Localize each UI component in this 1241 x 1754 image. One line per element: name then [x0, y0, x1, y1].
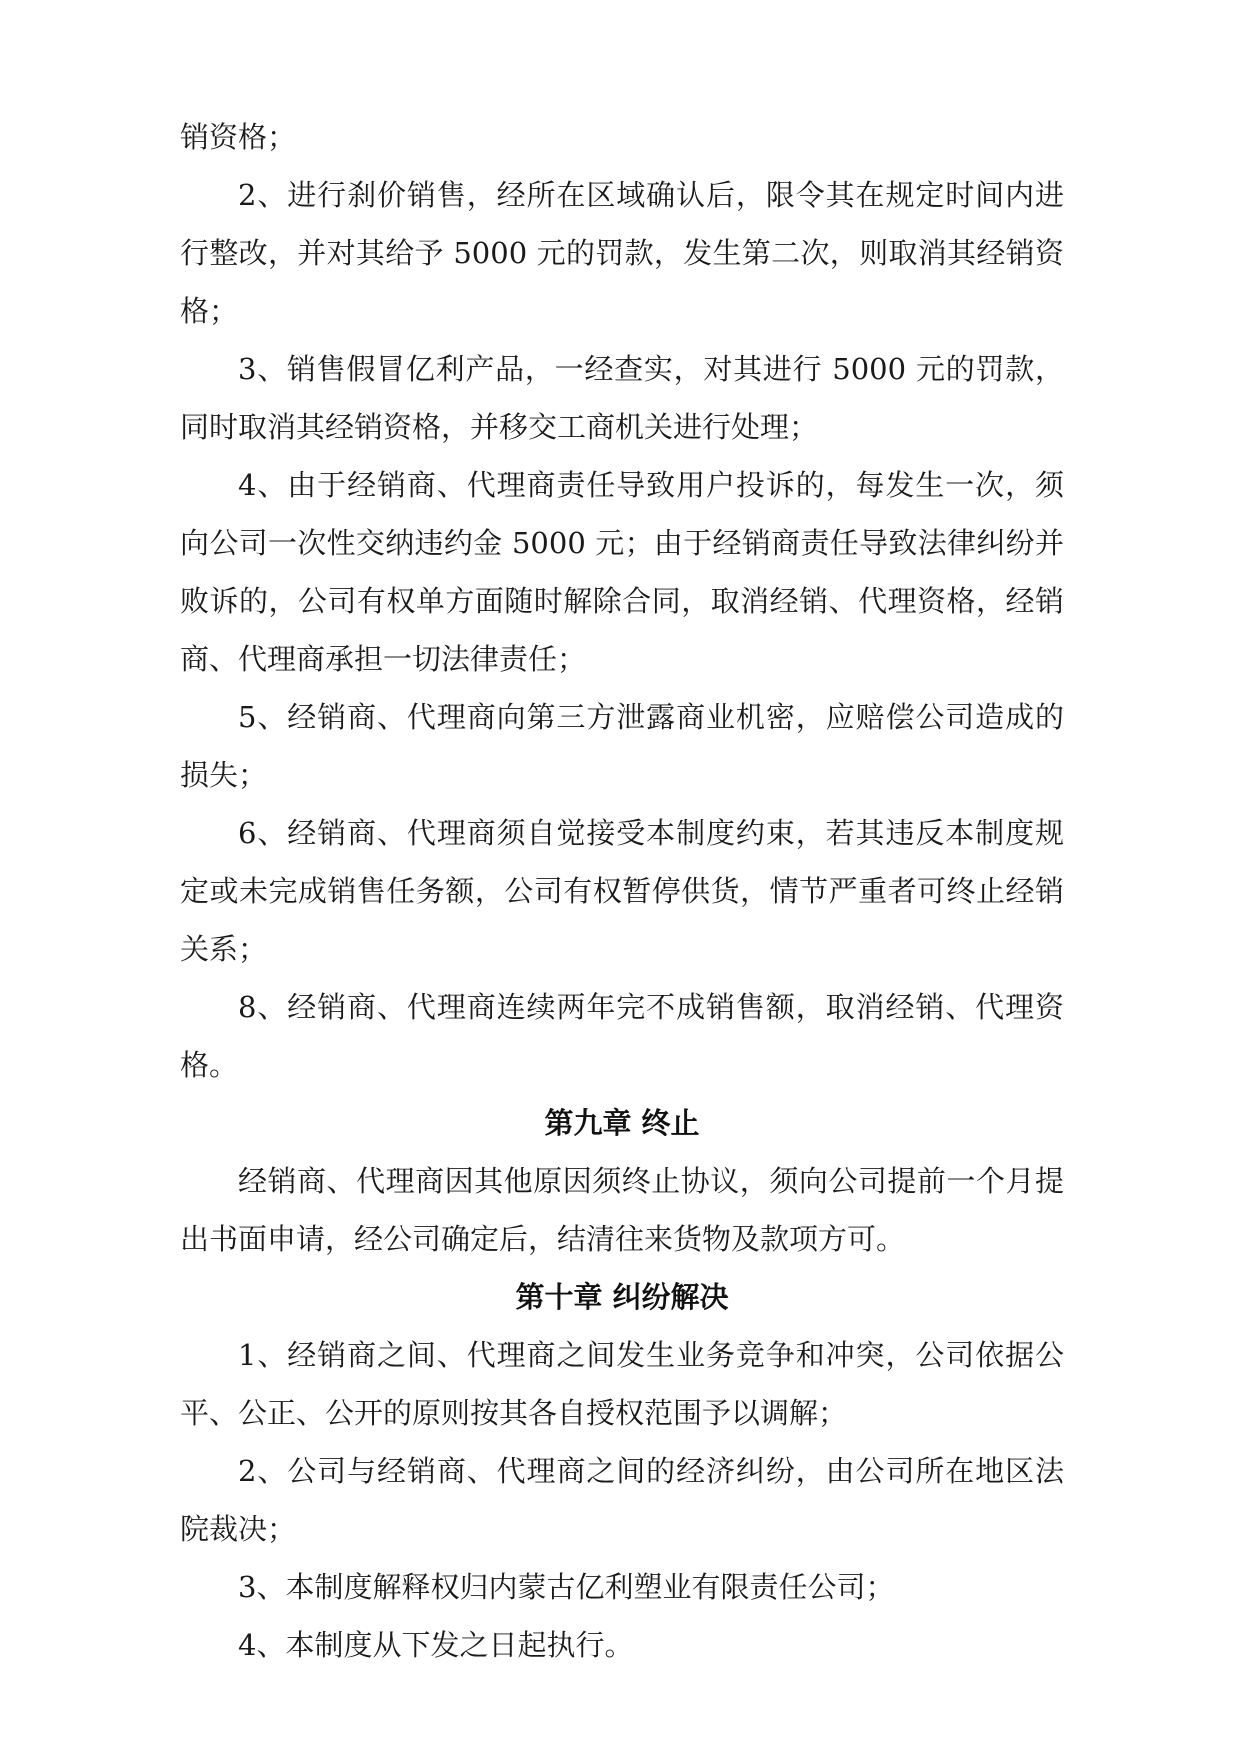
paragraph-clause-3: 3、销售假冒亿利产品，一经查实，对其进行 5000 元的罚款，同时取消其经销资格，并移交工商机关进行处理； — [180, 352, 1064, 444]
paragraph-continuation: 销资格； — [180, 120, 297, 154]
paragraph-termination: 经销商、代理商因其他原因须终止协议，须向公司提前一个月提出书面申请，经公司确定后，结清往来货物及款项方可。 — [180, 1164, 1064, 1256]
paragraph-clause-5: 5、经销商、代理商向第三方泄露商业机密，应赔偿公司造成的损失； — [180, 700, 1064, 792]
chapter-10-heading: 第十章 纠纷解决 — [515, 1280, 729, 1314]
paragraph-clause-6: 6、经销商、代理商须自觉接受本制度约束，若其违反本制度规定或未完成销售任务额，公司有权暂停供货，情节严重者可终止经销关系； — [180, 816, 1064, 966]
document-body — [180, 108, 1064, 1674]
paragraph-dispute-4: 4、本制度从下发之日起执行。 — [238, 1628, 634, 1662]
paragraph-clause-8: 8、经销商、代理商连续两年完不成销售额，取消经销、代理资格。 — [180, 990, 1064, 1082]
paragraph-clause-4: 4、由于经销商、代理商责任导致用户投诉的，每发生一次，须向公司一次性交纳违约金 5000 元；由于经销商责任导致法律纠纷并败诉的，公司有权单方面随时解除合同，取消经销、代理资格，经销商、代理商承担一切法律责任； — [180, 468, 1064, 676]
paragraph-dispute-1: 1、经销商之间、代理商之间发生业务竞争和冲突，公司依据公平、公正、公开的原则按其各自授权范围予以调解； — [180, 1338, 1064, 1430]
chapter-9-heading: 第九章 终止 — [544, 1106, 700, 1140]
paragraph-dispute-2: 2、公司与经销商、代理商之间的经济纠纷，由公司所在地区法院裁决； — [180, 1454, 1064, 1546]
paragraph-clause-2: 2、进行刹价销售，经所在区域确认后，限令其在规定时间内进行整改，并对其给予 5000 元的罚款，发生第二次，则取消其经销资格； — [180, 178, 1064, 328]
paragraph-dispute-3: 3、本制度解释权归内蒙古亿利塑业有限责任公司； — [238, 1570, 895, 1604]
